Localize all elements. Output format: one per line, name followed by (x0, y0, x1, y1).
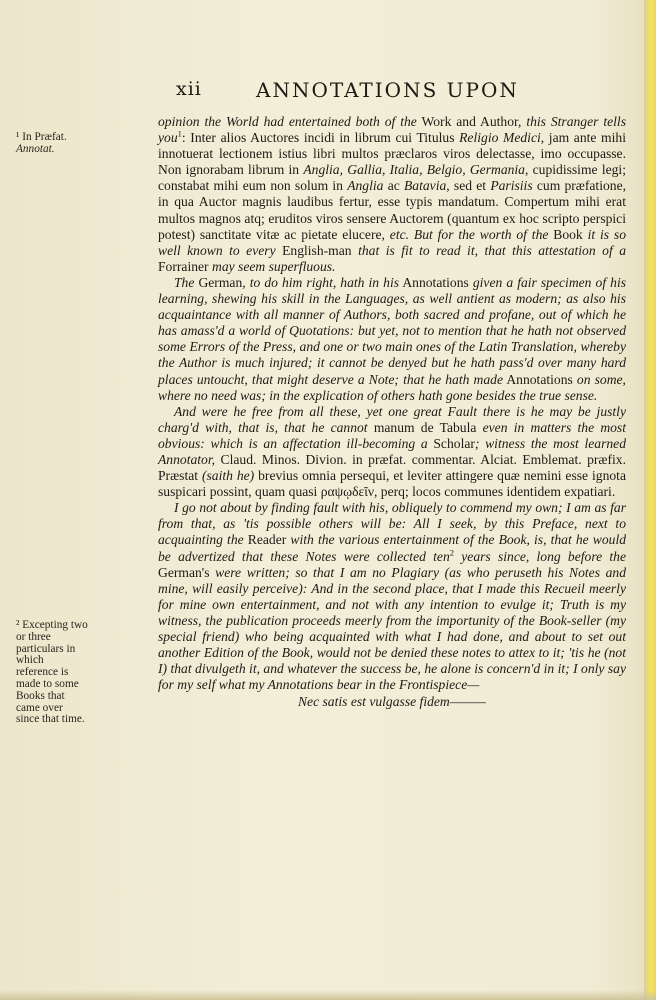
closing-line: Nec satis est vulgasse fidem——— (297, 694, 487, 710)
running-title: ANNOTATIONS UPON (256, 78, 519, 102)
margin-note-1-line2: Annotat. (16, 142, 55, 155)
margin-note-1 (16, 132, 136, 156)
page-number: xii (176, 78, 202, 100)
page-edge (644, 0, 656, 1000)
main-text (158, 114, 626, 710)
page-header (0, 78, 656, 104)
paragraph-4: I go not about by finding fault with his, obliquely to commend my own; I am as far from that, as 'tis possible others will be: All I seek, by this Preface, next to acquainting the Reader with the various entertainment of the Book, is, that he would be advertized that these Notes were collected ten$^2$ years since, long before the German's were written; so that I am no Plagiary (as who peruseth his Notes and mine, will easily perceive): And in the second place, that I made this Recueil meerly for mine own entertainment, and not with any intention to evulge it; Truth is my witness, the publication proceeds meerly from the importunity of the Book-seller (my special friend) who being acquainted with what I had done, and about to set out another Edition of the Book, would not be denied these notes to attex to it; 'tis he (not I) that divulgeth it, and whatever the success be, he alone is concern'd in it; I only say for my self what my Annotations bear in the Frontispiece— (158, 500, 627, 693)
margin-note-1-line1: ¹ In Præfat. (16, 131, 67, 143)
paragraph-2: The German, to do him right, hath in his Annotations given a fair specimen of his learning, shewing his skill in the Languages, as well antient as modern; as also his acquaintance with all manner of Authors, both sacred and profane, out of which he has amass'd a world of Quotations: but yet, not to mention that he hath not observed some Errors of the Press, and one or two main ones of the Latin Translation, whereby the Author is much injured; it cannot be denyed but he hath pass'd over many hard places untoucht, that might deserve a Note; that he hath made Annotations on some, where no need was; in the explication of others hath gone besides the true sense. (158, 274, 627, 403)
footnote-ref-1: 1 (177, 128, 182, 139)
footnote-ref-2: 2 (449, 547, 455, 557)
paragraph-3: And were he free from all these, yet one great Fault there is he may be justly charg'd with, that is, that he cannot manum de Tabula even in matters the most obvious: which is an affectation ill-becoming a Scholar; witness the most learned Annotator, Claud. Minos. Divion. in præfat. commentar. Alciat. Emblemat. præfix. Præstat (saith he) brevius omnia persequi, et leviter attingere quæ nemini esse ignota suspicari possint, quam quasi ραψῳδεῖν, perq; locos communes identidem expatiari. (158, 403, 627, 500)
paragraph-1: opinion the World had entertained both of the Work and Author, this Stranger tells you$^1$: Inter alios Auctores incidi in librum cui Titulus Religio Medici, jam ante mihi innotuerat lectionem istius libri multos præclaros viros delectasse, imo occupasse. Non ignorabam librum in Anglia, Gallia, Italia, Belgio, Germania, cupidissime legi; constabat mihi eum non solum in Anglia ac Batavia, sed et Parisiis cum præfatione, in qua Auctor magnis laudibus fertur, esse typis mandatum. Compertum mihi erat multos magnos atq; eruditos viros sensere Auctorem (quantum ex hoc scripto perspici potest) sanctitate vitæ ac pietate elucere, etc. But for the worth of the Book it is so well known to every English-man that is fit to read it, that this attestation of a Forrainer may seem superfluous. (158, 114, 627, 274)
margin-note-2: ² Excepting two or three particulars in which reference is made to some Books that came over since that time. (16, 619, 88, 726)
page-bottom-edge (0, 990, 656, 1000)
